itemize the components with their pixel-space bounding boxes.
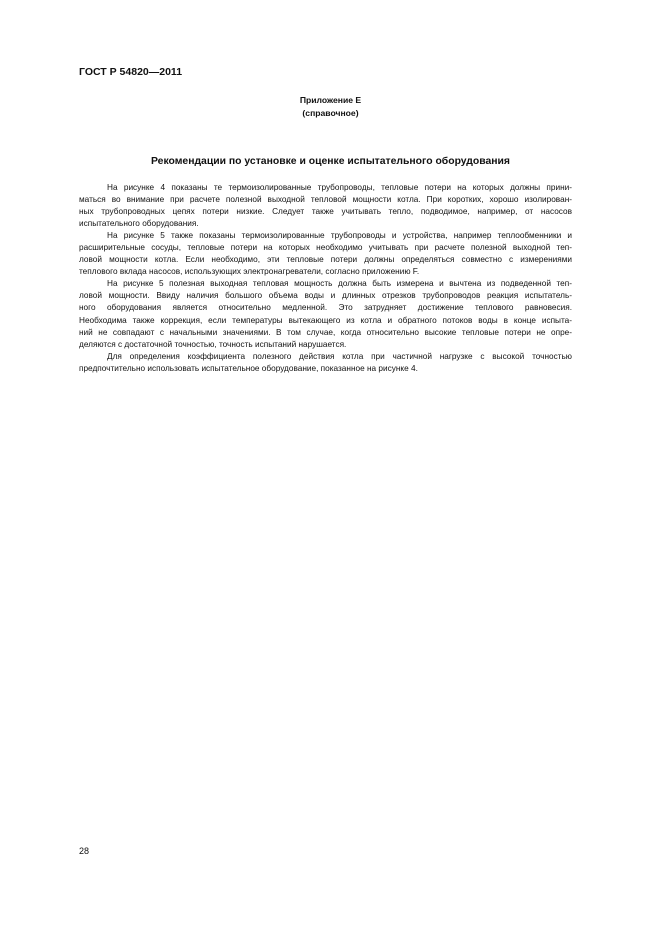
text-line: Необходима также коррекция, если температуры вытекающего из котла и обратного потоков воды в конце испыта-: [79, 315, 572, 325]
text-line: маться во внимание при расчете полезной выходной тепловой мощности котла. При коротких, хорошо изолирован-: [79, 195, 572, 205]
text-line: ловой мощности. Ввиду наличия большого объема воды и длинных отрезков трубопроводов реакция испытатель-: [79, 291, 572, 301]
text-line: ловой мощности котла. Если необходимо, эти тепловые потери должны определяться совместно с измерениями: [79, 255, 572, 265]
text-line: На рисунке 4 показаны те термоизолированные трубопроводы, тепловые потери на которых должны прини-: [107, 183, 572, 192]
paragraph: [79, 182, 572, 230]
text-line: расширительные сосуды, тепловые потери на которых необходимо учитывать при расчете полезной выходной теп-: [79, 243, 572, 253]
text-line: ных трубопроводных цепях потери низкие. Следует также учитывать тепло, подводимое, например, от насосов: [79, 207, 572, 217]
text-line: испытательного оборудования.: [79, 219, 199, 229]
paragraph: [79, 230, 572, 278]
text-line: теплового вклада насосов, использующих электронагреватели, согласно приложению F.: [79, 267, 420, 277]
paragraph: [79, 278, 572, 350]
paragraph: [79, 351, 572, 375]
text-line: деляются с достаточной точностью, точность испытаний нарушается.: [79, 339, 347, 349]
text-line: На рисунке 5 также показаны термоизолированные трубопроводы и устройства, например теплообменники и: [107, 231, 572, 241]
text-line: ний не совпадают с начальными значениями. В том случае, когда относительно высокие тепловые потери не опре-: [79, 327, 572, 337]
appendix-label: Приложение Е: [299, 95, 362, 105]
body-text: [79, 182, 572, 375]
text-line: На рисунке 5 полезная выходная тепловая мощность должна быть измерена и вычтена из подведенной теп-: [107, 279, 572, 289]
text-line: ного оборудования является относительно медленной. Это затрудняет достижение теплового равновесия.: [79, 303, 572, 313]
section-title: Рекомендации по установке и оценке испытательного оборудования: [151, 156, 510, 167]
document-header: ГОСТ Р 54820—2011: [79, 66, 183, 78]
appendix-type: (справочное): [302, 108, 359, 118]
page-number: 28: [79, 846, 90, 856]
text-line: предпочтительно использовать испытательное оборудование, показанное на рисунке 4.: [79, 363, 418, 373]
text-line: Для определения коэффициента полезного действия котла при частичной нагрузке с высокой точностью: [107, 351, 572, 361]
